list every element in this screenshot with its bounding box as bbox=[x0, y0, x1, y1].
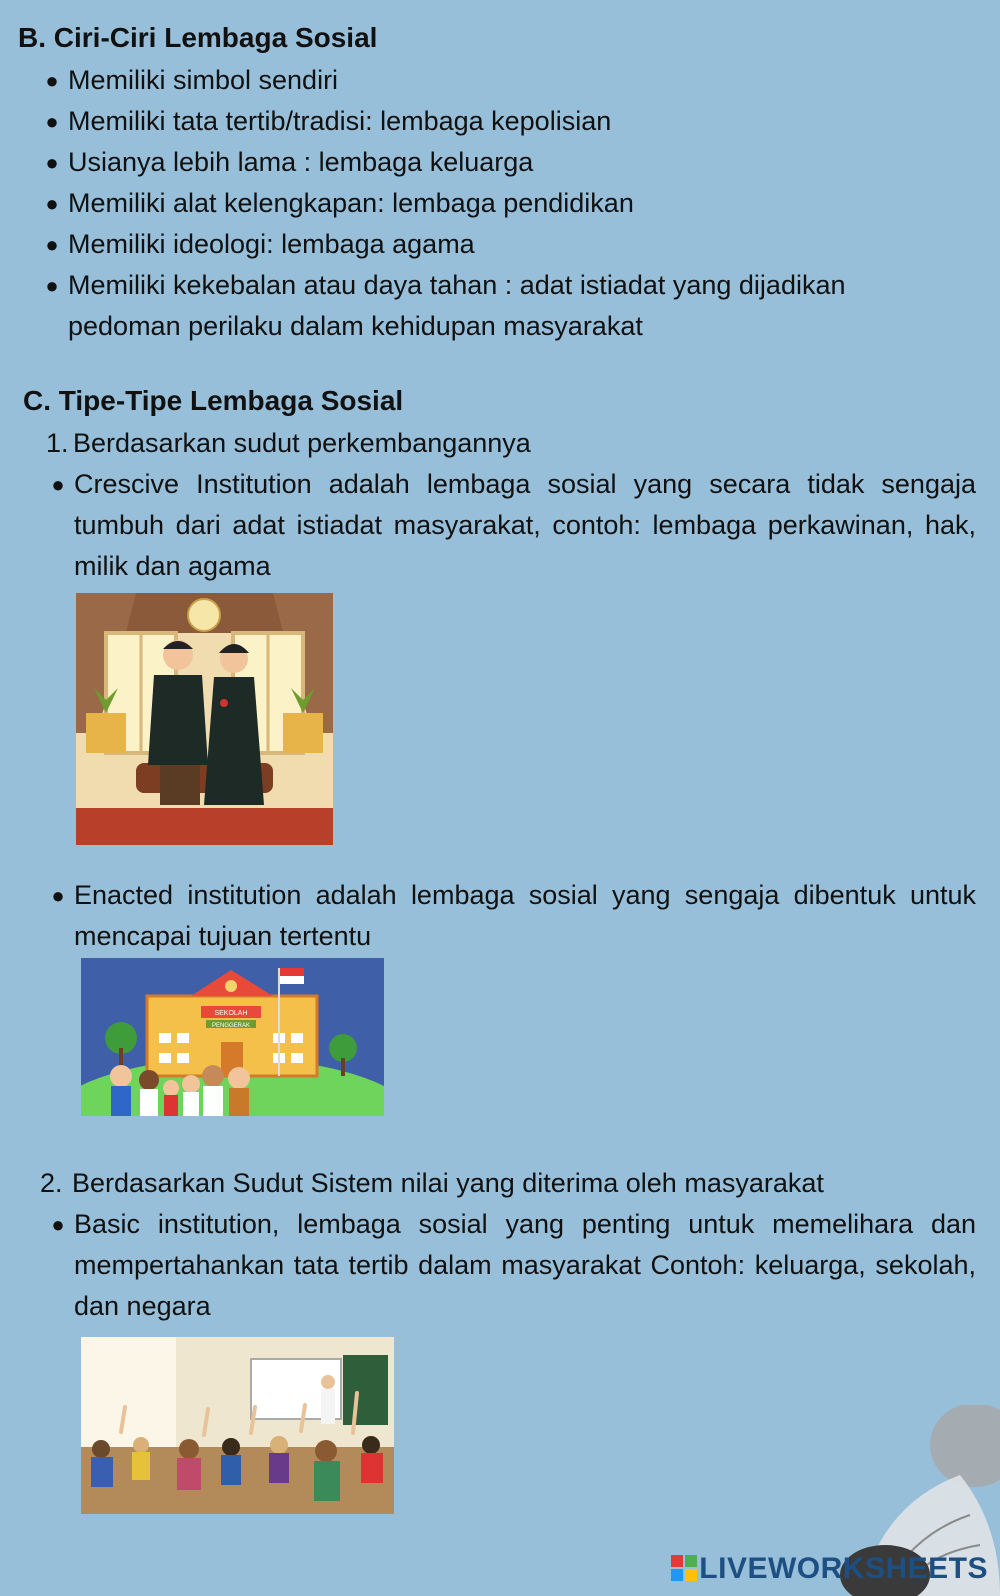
brand-grid-icon bbox=[671, 1555, 697, 1581]
section-b-heading: B. Ciri-Ciri Lembaga Sosial bbox=[18, 22, 378, 53]
list-item: ● Memiliki tata tertib/tradisi: lembaga kepolisian bbox=[42, 101, 942, 142]
list-item: ● Memiliki kekebalan atau daya tahan : adat istiadat yang dijadikan pedoman perilaku dalam kehidupan masyarakat bbox=[42, 265, 942, 347]
list-item: ● Basic institution, lembaga sosial yang penting untuk memelihara dan mempertahankan tata tertib dalam masyarakat Contoh: keluarga, sekolah, dan negara bbox=[48, 1204, 976, 1327]
school-sign-text: SEKOLAH bbox=[214, 1010, 248, 1017]
wedding-couple-image bbox=[76, 593, 333, 845]
numbered-item: 1. Berdasarkan sudut perkembangannya bbox=[46, 428, 531, 458]
numbered-item: 2. Berdasarkan Sudut Sistem nilai yang diterima oleh masyarakat bbox=[40, 1168, 824, 1198]
bullet-icon: ● bbox=[51, 472, 65, 497]
list-item: ● Enacted institution adalah lembaga sosial yang sengaja dibentuk untuk mencapai tujuan tertentu bbox=[48, 875, 976, 957]
liveworksheets-logo bbox=[671, 1552, 988, 1586]
bullet-icon: ● bbox=[45, 109, 59, 134]
bullet-icon: ● bbox=[45, 191, 59, 216]
classroom-photo bbox=[81, 1337, 394, 1514]
list-item: ● Memiliki simbol sendiri bbox=[42, 60, 942, 101]
bullet-icon: ● bbox=[45, 150, 59, 175]
list-item: ● Memiliki alat kelengkapan: lembaga pendidikan bbox=[42, 183, 942, 224]
list-item: ● Memiliki ideologi: lembaga agama bbox=[42, 224, 942, 265]
school-sign-text-2: PENGGERAK bbox=[211, 1023, 251, 1029]
bullet-icon: ● bbox=[45, 232, 59, 257]
list-item: ● Crescive Institution adalah lembaga sosial yang secara tidak sengaja tumbuh dari adat istiadat masyarakat, contoh: lembaga perkawinan, hak, milik dan agama bbox=[48, 464, 976, 587]
bullet-icon: ● bbox=[45, 273, 59, 298]
bullet-icon: ● bbox=[51, 883, 65, 908]
bullet-icon: ● bbox=[51, 1212, 65, 1237]
section-c-heading: C. Tipe-Tipe Lembaga Sosial bbox=[23, 385, 404, 416]
school-building-image bbox=[81, 958, 384, 1116]
brand-text: LIVEWORKSHEETS bbox=[699, 1552, 988, 1585]
bullet-icon: ● bbox=[45, 68, 59, 93]
list-item: ● Usianya lebih lama : lembaga keluarga bbox=[42, 142, 942, 183]
